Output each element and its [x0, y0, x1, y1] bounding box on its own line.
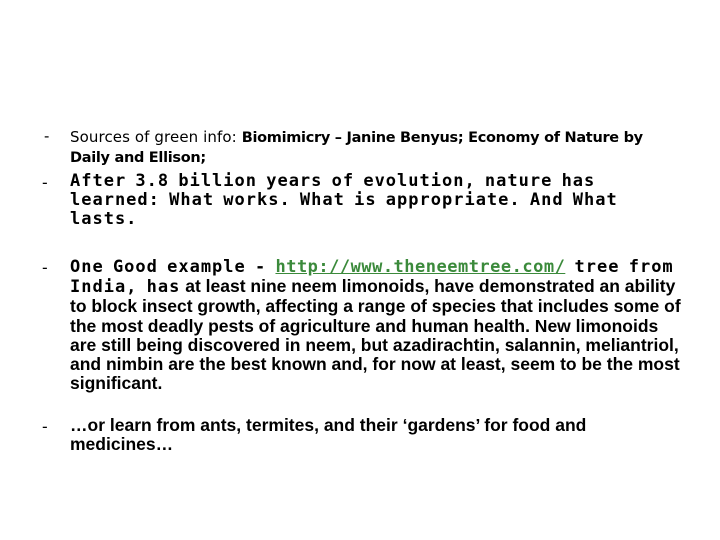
sources-lead: Sources of green info:	[70, 128, 242, 146]
sources-titles: Biomimicry – Janine Benyus; Economy of Nature by Daily and Ellison;	[70, 130, 643, 166]
neem-description: at least nine neem limonoids, have demonstrated an ability to block insect growth, affecting a range of species that includes some of the most deadly pests of agriculture and human health. New limonoids are still being discovered in neem, but azadirachtin, salannin, meliantriol, and nimbin are the best known and, for now at least, seem to be the most significant.	[70, 276, 681, 394]
evolution-text: After 3.8 billion years of evolution, nature has learned: What works. What is appropriate. And What lasts.	[70, 171, 618, 229]
bullet-marker: -	[42, 173, 48, 192]
bullet-marker: -	[44, 128, 50, 145]
neem-text	[70, 257, 685, 394]
bullet-marker: -	[42, 258, 48, 277]
example-lead-continued: tree from India, has	[70, 257, 674, 298]
bullet-sources	[30, 127, 685, 168]
bullet-evolution	[30, 172, 685, 229]
bullet-marker: -	[42, 417, 48, 436]
bullet-ants	[30, 416, 685, 455]
ants-text: …or learn from ants, termites, and their ‘gardens’ for food and medicines…	[70, 415, 587, 455]
bullet-neem-example	[30, 257, 685, 394]
neem-tree-link[interactable]: http://www.theneemtree.com/	[275, 257, 566, 277]
example-lead: One Good example -	[70, 257, 276, 277]
bullet-text	[70, 127, 685, 168]
